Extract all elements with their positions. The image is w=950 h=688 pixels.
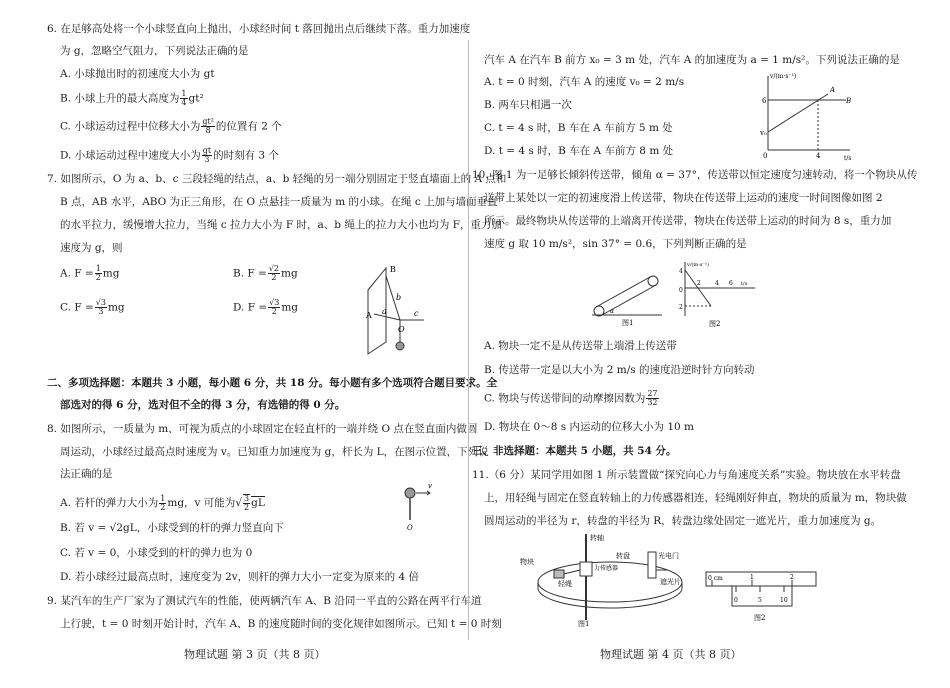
q7-option-d: D. F = $\frac{√3}{2}$ mg [233, 298, 299, 316]
q9-option-d: D. t = 4 s 时，B 车在 A 车前方 8 m 处 [484, 145, 674, 157]
q7-label-b: b [396, 293, 402, 302]
q7-label-B: B [390, 265, 396, 274]
q7-stem-line2: B 点，AB 水平，ABO 为正三角形，在 O 点悬挂一质量为 m 的小球。在绳 c 上加与墙面垂直 [60, 196, 498, 208]
q7-option-a: A. F = $\frac{1}{2}$ mg [60, 264, 120, 282]
q10-angle-label: α [610, 308, 615, 315]
q11-label-axis: 转轴 [590, 534, 604, 542]
q8-stem-line3: 法正确的是 [60, 468, 113, 480]
q11-fig2-caption: 图2 [754, 614, 766, 622]
footer-page4: 物理试题 第 4 页（共 8 页） [600, 648, 742, 661]
q8-stem-line2: 周运动，小球经过最高点时速度为 v。已知重力加速度为 g，杆长为 L，在图示位置，下列说 [60, 446, 489, 458]
q10-x-axis-label: t/s [741, 281, 748, 287]
q11-vernier-scale-0: 0 [734, 597, 738, 604]
q11-stem-line1: 11.（6 分）某同学用如图 1 所示装置做“探究向心力与角速度关系”实验。物块放在水平转盘 [472, 469, 901, 481]
q9-continued-stem: 汽车 A 在汽车 B 前方 x₀ = 3 m 处，汽车 A 的加速度为 a = 1 m/s²。下列说法正确的是 [484, 54, 900, 66]
q9-line-label-A: A [830, 86, 836, 94]
q10-tick-t2: 2 [697, 280, 701, 287]
q11-apparatus-figure [518, 530, 708, 628]
q10-tick-2: 2 [679, 304, 683, 311]
section3-heading: 三、非选择题：本题共 5 小题，共 54 分。 [472, 445, 677, 457]
q8-stem-line1: 8. 如图所示，一质量为 m、可视为质点的小球固定在轻直杆的一端并绕 O 点在竖直面内做圆 [47, 423, 478, 435]
q6-stem-line2: 为 g，忽略空气阻力，下列说法正确的是 [60, 45, 249, 57]
q11-vernier-scale-5: 5 [758, 597, 762, 604]
q10-option-d: D. 物块在 0～8 s 内运动的位移大小为 10 m [484, 421, 694, 433]
q7-option-c: C. F = $\frac{√3}{3}$ mg [60, 298, 125, 316]
q10-stem-line2: 送带上某处以一定的初速度滑上传送带，物块在传送带上运动的速度一时间图像如图 2 [484, 192, 883, 204]
q11-label-gate: 光电门 [658, 552, 679, 560]
q6-option-d: D. 小球运动过程中速度大小为 $\frac{gt}{3}$ 的时刻有 3 个 [60, 146, 279, 164]
section2-heading-line1: 二、多项选择题：本题共 3 小题，每小题 6 分，共 18 分。每小题有多个选项符合题目要求。全 [47, 377, 498, 389]
q6-option-a: A. 小球抛出时的初速度大小为 gt [60, 68, 215, 80]
q8-label-v: v [428, 482, 432, 490]
q9-tick-v0: v₀ [760, 129, 767, 137]
q9-tick-6: 6 [762, 97, 767, 105]
column-divider [468, 40, 469, 640]
q10-fig2-caption: 图2 [709, 320, 721, 328]
right-page [470, 0, 950, 688]
q8-option-d: D. 若小球经过最高点时，速度变为 2v，则杆的弹力大小一定变为原来的 4 倍 [60, 571, 420, 583]
q10-option-c: C. 物块与传送带间的动摩擦因数为 $\frac{27}{32}$ [484, 389, 658, 407]
q10-stem-line3: 所示。最终物块从传送带的上端离开传送带，物块在传送带上运动的时间为 8 s，重力加 [484, 215, 892, 227]
q7-figure [360, 250, 440, 360]
q9-line-label-B: B [846, 97, 852, 105]
q11-fig1-caption: 图1 [578, 620, 590, 628]
q11-label-disc: 转盘 [616, 552, 630, 560]
q8-option-c: C. 若 v = 0，小球受到的杆的弹力也为 0 [60, 547, 253, 559]
q9-stem-line1: 9. 某汽车的生产厂家为了测试汽车的性能，使两辆汽车 A、B 沿同一平直的公路在两平行车道 [47, 595, 482, 607]
q10-vt-graph [675, 258, 765, 330]
q7-label-c: c [414, 309, 419, 318]
q11-vernier-scale-10: 10 [780, 597, 788, 604]
q10-stem-line4: 速度 g 取 10 m/s²，sin 37° = 0.6，下列判断正确的是 [484, 238, 747, 250]
q8-figure [398, 478, 438, 533]
q8-label-O: O [407, 524, 413, 532]
q11-vernier-main-2: 2 [790, 574, 794, 581]
q7-option-b: B. F = $\frac{√2}{2}$ mg [233, 264, 298, 282]
q6-stem-line1: 6. 在足够高处将一个小球竖直向上抛出，小球经时间 t 落回抛出点后继续下落。重力加速度 [47, 23, 471, 35]
q10-stem-line1: 10. 图 1 为一足够长倾斜传送带，倾角 α = 37°，传送带以恒定速度匀速转动，将一个物块从传 [472, 169, 918, 181]
q8-option-b: B. 若 v = √2gL，小球受到的杆的弹力竖直向下 [60, 522, 284, 534]
q11-label-sensor: 力传感器 [594, 565, 619, 572]
q7-label-O: O [398, 325, 405, 334]
q11-label-block: 物块 [520, 558, 534, 566]
q9-y-axis-label: v/(m·s⁻¹) [770, 73, 797, 80]
q10-conveyor-figure [588, 265, 668, 327]
q11-label-rope: 轻绳 [558, 580, 572, 588]
q9-option-a: A. t = 0 时刻，汽车 A 的速度 v₀ = 2 m/s [484, 76, 685, 88]
q7-label-A: A [366, 311, 372, 320]
q10-y-axis-label: v/(m·s⁻¹) [687, 262, 709, 268]
q9-x-axis-label: t/s [844, 155, 852, 162]
q10-option-a: A. 物块一定不是从传送带上端滑上传送带 [484, 340, 677, 352]
q10-option-b: B. 传送带一定是以大小为 2 m/s 的速度沿逆时针方向转动 [484, 364, 755, 376]
q10-tick-t4: 4 [715, 280, 719, 287]
q7-stem-line1: 7. 如图所示，O 为 a、b、c 三段轻绳的结点，a、b 轻绳的另一端分别固定于竖直墙面上的 A 点和 [47, 173, 507, 185]
q9-option-b: B. 两车只相遇一次 [484, 99, 572, 111]
q9-stem-line2: 上行驶，t = 0 时刻开始计时，汽车 A、B 的速度随时间的变化规律如图所示。已知 t = 0 时刻 [60, 618, 502, 630]
q6-option-b: B. 小球上升的最大高度为 $\frac{1}{4}$ gt² [60, 89, 204, 107]
q9-option-c: C. t = 4 s 时，B 车在 A 车前方 5 m 处 [484, 122, 673, 134]
footer-page3: 物理试题 第 3 页（共 8 页） [184, 648, 326, 661]
q10-tick-t6: 6 [729, 280, 733, 287]
q7-label-a: a [382, 307, 387, 316]
q11-label-shade: 遮光片 [660, 578, 681, 586]
q8-option-a: A. 若杆的弹力大小为 $\frac{1}{2}$ mg，v 可能为√ $\frac{3}{2}$ gL [60, 493, 265, 512]
q10-origin: 0 [679, 287, 683, 294]
q9-vt-graph [758, 70, 858, 162]
q7-stem-line3: 的水平拉力，缓慢增大拉力，当绳 c 拉力大小为 F 时，a、b 绳上的拉力大小也均为 F，重力加 [60, 219, 502, 231]
q9-tick-4: 4 [816, 152, 821, 160]
q11-vernier-cm: 0 cm [708, 575, 723, 582]
q10-tick-4: 4 [679, 268, 683, 275]
section2-heading-line2: 部选对的得 6 分，选对但不全的得 3 分，有选错的得 0 分。 [60, 399, 346, 411]
q7-stem-line4: 速度为 g，则 [60, 242, 123, 254]
q11-stem-line3: 圆周运动的半径为 r，转盘的半径为 R，转盘边缘处固定一遮光片，重力加速度为 g。 [484, 515, 882, 527]
q9-origin: 0 [763, 152, 768, 160]
q10-fig1-caption: 图1 [622, 319, 634, 327]
q11-vernier-figure [702, 568, 822, 628]
q6-option-c: C. 小球运动过程中位移大小为 $\frac{\text{gt²}}{8}$ 的位置有 2 个 [60, 117, 282, 135]
q11-stem-line2: 上，用轻绳与固定在竖直转轴上的力传感器相连，轻绳刚好伸直，物块的质量为 m，物块做 [484, 492, 907, 504]
q11-vernier-main-1: 1 [750, 574, 754, 581]
